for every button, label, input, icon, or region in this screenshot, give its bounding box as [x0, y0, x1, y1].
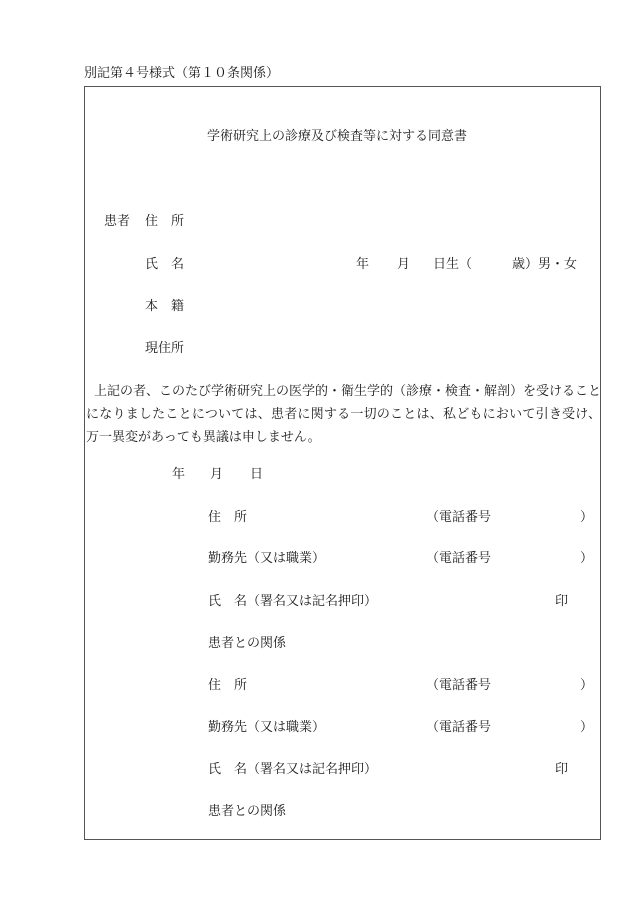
- signer2-name-label: 氏 名（署名又は記名押印）: [208, 762, 378, 777]
- form-box: [84, 86, 601, 840]
- signer1-address-label: 住 所: [208, 510, 248, 525]
- signer2-seal-mark: 印: [555, 762, 569, 777]
- date-day-label: 日: [250, 467, 264, 482]
- birth-day-label: 日生（: [433, 257, 473, 272]
- signer2-relation-label: 患者との関係: [208, 804, 287, 819]
- signer2-employer-phone-label: （電話番号: [426, 720, 492, 735]
- signer1-name-label: 氏 名（署名又は記名押印）: [208, 594, 378, 609]
- signer1-employer-phone-close: ）: [580, 551, 594, 566]
- form-number-label: 別記第４号様式（第１０条関係）: [84, 66, 280, 81]
- patient-name-label: 氏 名: [145, 257, 185, 272]
- current-address-label: 現住所: [145, 341, 185, 356]
- signer1-phone-close: ）: [580, 510, 594, 525]
- signer1-relation-label: 患者との関係: [208, 636, 287, 651]
- age-sex-label: 歳）男・女: [512, 257, 578, 272]
- date-year-label: 年: [172, 467, 186, 482]
- honseki-label: 本 籍: [145, 299, 185, 314]
- birth-month-label: 月: [397, 257, 411, 272]
- signer1-phone-label: （電話番号: [426, 510, 492, 525]
- form-title: 学術研究上の診療及び検査等に対する同意書: [207, 129, 468, 144]
- signer1-seal-mark: 印: [555, 594, 569, 609]
- signer2-phone-close: ）: [580, 678, 594, 693]
- signer2-phone-label: （電話番号: [426, 678, 492, 693]
- signer1-employer-phone-label: （電話番号: [426, 551, 492, 566]
- signer2-employer-label: 勤務先（又は職業）: [208, 720, 326, 735]
- signer1-employer-label: 勤務先（又は職業）: [208, 551, 326, 566]
- date-month-label: 月: [210, 467, 224, 482]
- patient-address-label: 住 所: [145, 214, 185, 229]
- consent-text: 上記の者、このたび学術研究上の医学的・衛生学的（診療・検査・解剖）を受けることになりましたことについては、患者に関する一切のことは、私どもにおいて引き受け、万一異変があっても異議は申しません。: [86, 384, 602, 445]
- consent-paragraph: [86, 380, 601, 449]
- signer2-employer-phone-close: ）: [580, 720, 594, 735]
- patient-section-label: 患者: [104, 214, 131, 229]
- birth-year-label: 年: [356, 257, 370, 272]
- signer2-address-label: 住 所: [208, 678, 248, 693]
